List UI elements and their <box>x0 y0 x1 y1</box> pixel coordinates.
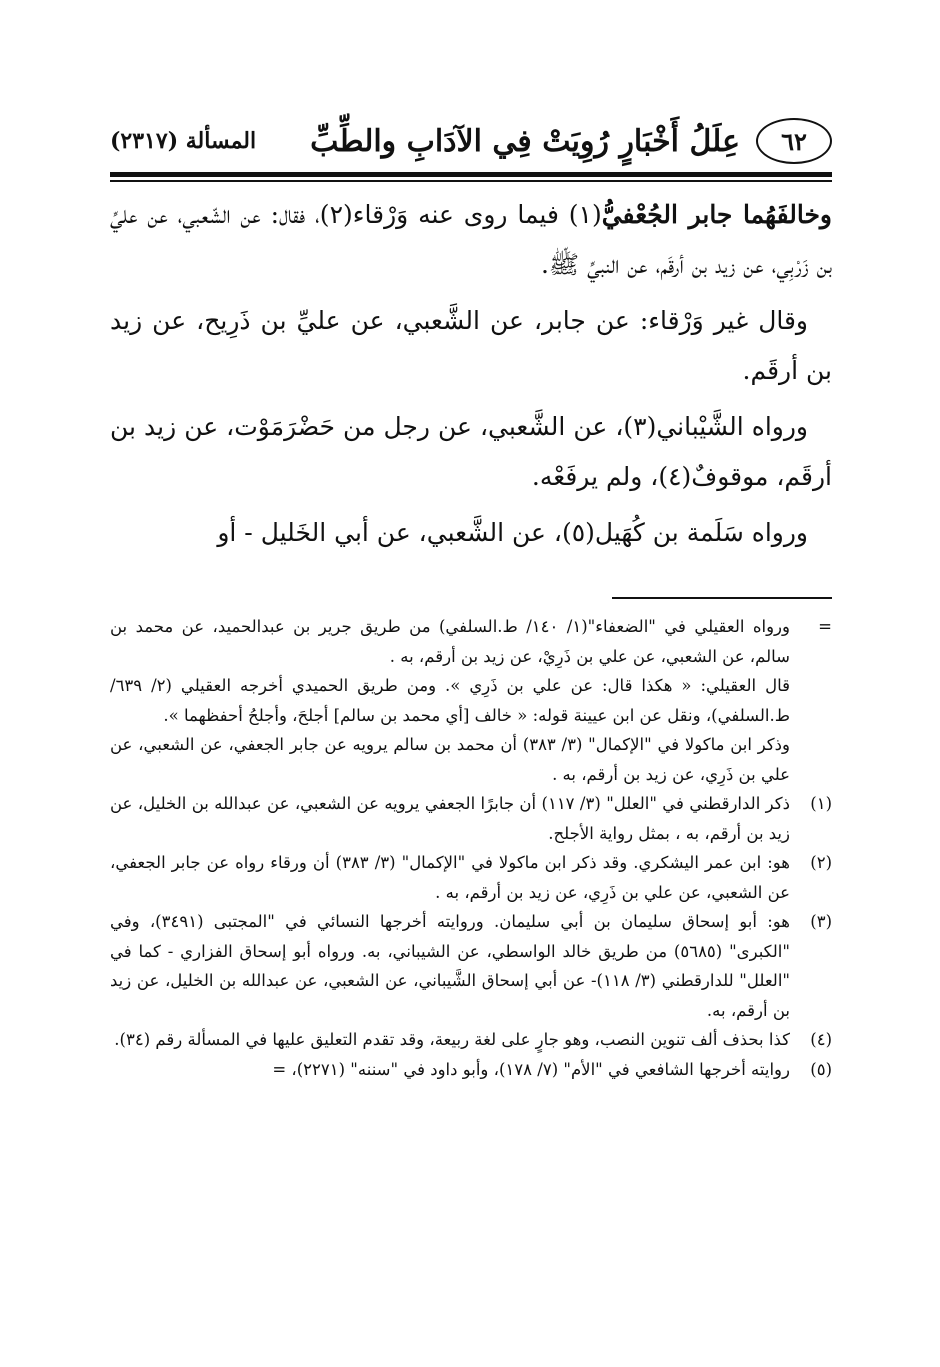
book-title: عِلَلُ أَخْبَارٍ رُوِيَتْ فِي الآدَابِ والطِّبِّ <box>310 123 740 159</box>
page-header <box>110 112 832 170</box>
footnote <box>110 730 832 789</box>
paragraph-1-text: فيما روى عنه وَرْقاء(٢)، فقال: عن الشّعبي، عن عليِّ بن زَرْبِي، عن زيد بن أرقَم، عن النبيِّ ﷺ. <box>110 200 832 279</box>
paragraph-3: ورواه الشَّيْباني(٣)، عن الشَّعبي، عن رجل من حَضْرَمَوْت، عن زيد بن أرقَم، موقوفٌ(٤)، ولم يرفَعْه. <box>110 412 832 491</box>
footnote-text: ذكر الدارقطني في "العلل" (٣/ ١١٧) أن جابرًا الجعفي يرويه عن الشعبي، عن عبدالله بن الخليل، عن زيد بن أرقم، به ، بمثل رواية الأجلح. <box>110 794 790 843</box>
footnote-mark <box>790 730 832 789</box>
footnote-text: وذكر ابن ماكولا في "الإكمال" (٣/ ٣٨٣) أن محمد بن سالم يرويه عن جابر الجعفي، عن الشعبي، عن علي بن ذَرِي، عن زيد بن أرقم، به . <box>110 735 790 784</box>
page-number: ٦٢ <box>756 118 832 164</box>
footnote-text: ورواه العقيلي في "الضعفاء"(١/ ١٤٠/ ط.السلفي) من طريق جرير بن عبدالحميد، عن محمد بن سالم، عن الشعبي، عن علي بن ذَرِيْ، عن زيد بن أرقم، به . <box>110 617 790 666</box>
footnote-text: روايته أخرجها الشافعي في "الأم" (٧/ ١٧٨)، وأبو داود في "سننه" (٢٢٧١)، = <box>272 1059 790 1079</box>
header-rule-thin <box>110 180 832 182</box>
footnote <box>110 612 832 671</box>
header-rule-thick <box>110 172 832 177</box>
footnote-mark: (٢) <box>810 853 832 872</box>
footnote-ref-1: (١) <box>568 200 602 229</box>
footnote <box>110 848 832 907</box>
footnote <box>110 1025 832 1055</box>
footnote-text: كذا بحذف ألف تنوين النصب، وهو جارٍ على لغة ربيعة، وقد تقدم التعليق عليها في المسألة رقم (٣٤). <box>114 1030 790 1049</box>
footnote-mark: (٤) <box>810 1030 832 1049</box>
footnote-text: قال العقيلي: « هكذا قال: عن علي بن ذَرِي ». ومن طريق الحميدي أخرجه العقيلي (٢/ ٦٣٩/ ط.السلفي)، ونقل عن ابن عيينة قوله: « خالف [أي محمد بن سالم] أجلحَ، وأجلحُ أحفظهما ». <box>110 676 790 725</box>
footnote <box>110 1055 832 1085</box>
issue-label: المسألة (٢٣١٧) <box>110 128 257 154</box>
footnote-mark: (٥) <box>810 1059 832 1079</box>
main-text <box>110 190 832 558</box>
footnote <box>110 671 832 730</box>
footnote-separator <box>612 597 832 599</box>
footnote-text: هو: أبو إسحاق سليمان بن أبي سليمان. وروايته أخرجها النسائي في "المجتبى (٣٤٩١)، وفي "الكبرى" (٥٦٨٥) من طريق خالد الواسطي، عن الشيباني، به. ورواه أبو إسحاق الفزاري - كما في "العلل" للدارقطني (٣/ ١١٨)- عن أبي إسحاق الشَّيباني، عن الشعبي، عن عبدالله بن الخليل، عن زيد بن أرقم، به. <box>110 912 790 1020</box>
footnotes <box>110 612 832 1084</box>
paragraph-1-lead: وخالفَهُما جابر الجُعْفيُّ <box>601 200 832 229</box>
footnote-mark: (٣) <box>810 912 832 931</box>
paragraph-2: وقال غير وَرْقاء: عن جابر، عن الشَّعبي، عن عليِّ بن ذَرِيح، عن زيد بن أرقَم. <box>110 306 832 385</box>
footnote-mark: (١) <box>810 794 832 813</box>
footnote <box>110 789 832 848</box>
paragraph-4: ورواه سَلَمة بن كُهَيل(٥)، عن الشَّعبي، عن أبي الخَليل - أو <box>217 518 808 547</box>
footnote-mark <box>790 671 832 730</box>
footnote-mark: = <box>818 617 832 636</box>
paragraph-1 <box>110 190 832 290</box>
footnote-text: هو: ابن عمر اليشكري. وقد ذكر ابن ماكولا في "الإكمال" (٣/ ٣٨٣) أن ورقاء رواه عن جابر الجعفي، عن الشعبي، عن علي بن ذَرِي، عن زيد بن أرقم، به . <box>110 853 790 902</box>
footnote <box>110 907 832 1025</box>
